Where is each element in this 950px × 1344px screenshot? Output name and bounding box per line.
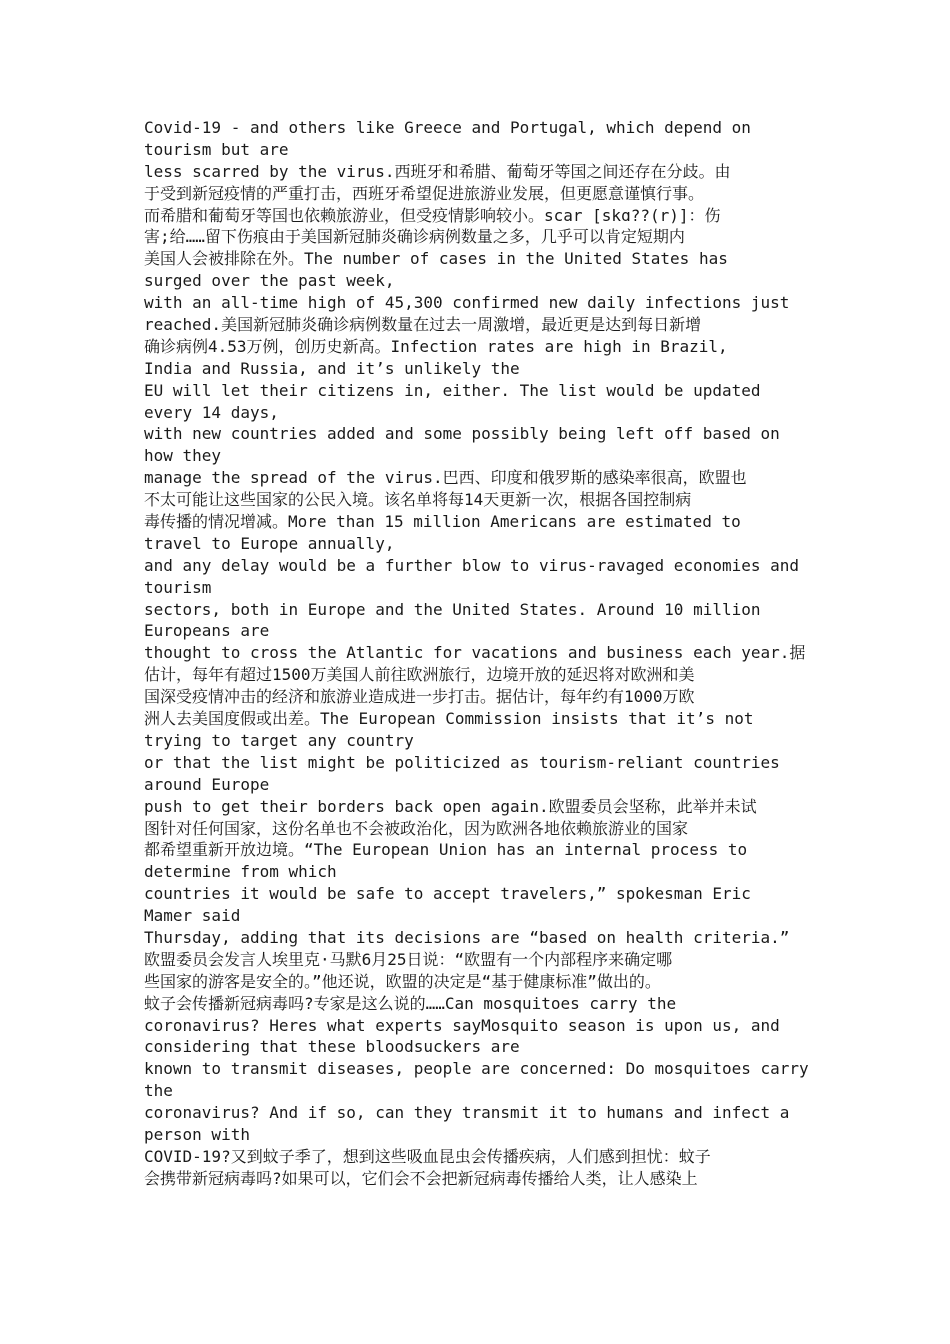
text-line: person with: [144, 1124, 250, 1144]
text-line: 欧盟委员会发言人埃里克·马默6月25日说：“欧盟有一个内部程序来确定哪: [144, 949, 673, 969]
text-line: 蚊子会传播新冠病毒吗?专家是这么说的……Can mosquitoes carry the: [144, 993, 677, 1013]
text-line: less scarred by the virus.西班牙和希腊、葡萄牙等国之间还存在分歧。由: [144, 161, 731, 181]
text-line: known to transmit diseases, people are concerned: Do mosquitoes carry: [144, 1059, 809, 1079]
text-line: the: [144, 1081, 173, 1101]
text-line: determine from which: [144, 862, 337, 882]
text-line: India and Russia, and it’s unlikely the: [144, 358, 520, 378]
text-line: EU will let their citizens in, either. The list would be updated: [144, 380, 761, 400]
text-line: Covid-19 - and others like Greece and Portugal, which depend on: [144, 118, 751, 137]
text-line: countries it would be safe to accept travelers,” spokesman Eric: [144, 884, 751, 904]
text-line: with an all-time high of 45,300 confirmed new daily infections just: [144, 293, 790, 313]
text-line: coronavirus? And if so, can they transmit it to humans and infect a: [144, 1103, 790, 1123]
text-line: manage the spread of the virus.巴西、印度和俄罗斯的感染率很高，欧盟也: [144, 468, 747, 488]
text-line: 不太可能让这些国家的公民入境。该名单将每14天更新一次，根据各国控制病: [144, 490, 692, 510]
text-line: 洲人去美国度假或出差。The European Commission insists that it’s not: [144, 709, 754, 729]
text-line: with new countries added and some possibly being left off based on: [144, 424, 780, 444]
article-text: [144, 117, 808, 1190]
text-line: 图针对任何国家，这份名单也不会被政治化，因为欧洲各地依赖旅游业的国家: [144, 818, 689, 838]
text-line: Thursday, adding that its decisions are “based on health criteria.”: [144, 927, 790, 947]
text-line: 会携带新冠病毒吗?如果可以，它们会不会把新冠病毒传播给人类，让人感染上: [144, 1168, 698, 1188]
text-line: 些国家的游客是安全的。”他还说，欧盟的决定是“基于健康标准”做出的。: [144, 971, 661, 991]
text-line: travel to Europe annually,: [144, 533, 395, 553]
text-line: and any delay would be a further blow to virus-ravaged economies and: [144, 555, 800, 575]
text-line: surged over the past week,: [144, 271, 395, 291]
text-line: 害;给……留下伤痕由于美国新冠肺炎确诊病例数量之多，几乎可以肯定短期内: [144, 227, 685, 247]
text-line: thought to cross the Atlantic for vacations and business each year.据: [144, 643, 806, 663]
text-line: tourism: [144, 577, 212, 597]
text-line: reached.美国新冠肺炎确诊病例数量在过去一周激增，最近更是达到每日新增: [144, 315, 702, 335]
text-line: 国深受疫情冲击的经济和旅游业造成进一步打击。据估计，每年约有1000万欧: [144, 687, 695, 707]
text-line: push to get their borders back open again.欧盟委员会坚称，此举并未试: [144, 796, 757, 816]
text-line: 确诊病例4.53万例，创历史新高。Infection rates are high in Brazil,: [144, 336, 728, 356]
text-line: around Europe: [144, 774, 270, 794]
text-line: every 14 days,: [144, 402, 279, 422]
text-line: 而希腊和葡萄牙等国也依赖旅游业，但受疫情影响较小。scar [skɑ??(r)]：伤: [144, 205, 721, 225]
text-line: tourism but are: [144, 139, 289, 159]
text-line: trying to target any country: [144, 730, 414, 750]
text-line: sectors, both in Europe and the United States. Around 10 million: [144, 599, 761, 619]
text-line: 估计，每年有超过1500万美国人前往欧洲旅行，边境开放的延迟将对欧洲和美: [144, 665, 695, 685]
text-line: 于受到新冠疫情的严重打击，西班牙希望促进旅游业发展，但更愿意谨慎行事。: [144, 183, 705, 203]
text-line: or that the list might be politicized as tourism-reliant countries: [144, 752, 780, 772]
text-line: COVID-19?又到蚊子季了，想到这些吸血昆虫会传播疾病，人们感到担忧：蚊子: [144, 1146, 711, 1166]
text-line: 美国人会被排除在外。The number of cases in the United States has: [144, 249, 728, 269]
text-line: 都希望重新开放边境。“The European Union has an internal process to: [144, 840, 748, 860]
text-line: how they: [144, 446, 222, 466]
text-line: Mamer said: [144, 906, 241, 926]
text-line: Europeans are: [144, 621, 270, 641]
text-line: 毒传播的情况增减。More than 15 million Americans are estimated to: [144, 512, 741, 532]
text-line: coronavirus? Heres what experts sayMosquito season is upon us, and: [144, 1015, 780, 1035]
text-line: considering that these bloodsuckers are: [144, 1037, 520, 1057]
